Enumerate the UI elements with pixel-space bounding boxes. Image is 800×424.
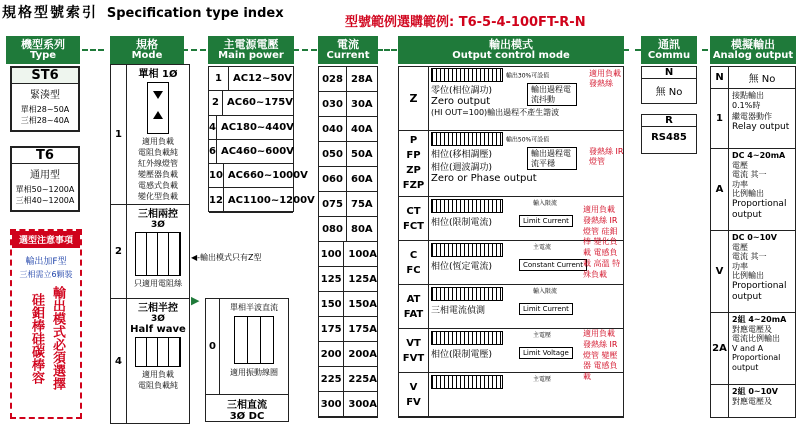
power-code: 6 (209, 140, 217, 163)
output-at-t1: 三相電流偵測 (431, 306, 486, 316)
analog-2v-l1: 2組 0~10V (732, 387, 778, 396)
current-header (318, 36, 378, 64)
mode-2-code: 2 (111, 205, 127, 298)
current-code: 125 (319, 267, 344, 291)
output-ct-t1: 相位(限制電流) (431, 218, 493, 228)
current-row (319, 167, 377, 192)
example-code: T6-5-4-100FT-R-N (458, 15, 586, 30)
current-value: 50A (351, 148, 373, 160)
analog-n-label: 無 No (748, 74, 776, 85)
power-value: AC60~175V (227, 97, 293, 109)
waveform-icon (431, 199, 503, 213)
mode-2-arrow-note (191, 252, 262, 263)
analog-a-l1: DC 4~20mA (732, 151, 786, 160)
power-code: 12 (209, 188, 224, 211)
current-row (319, 67, 377, 92)
analog-a-l7: output (732, 209, 762, 220)
thyristor-icon (147, 82, 169, 134)
page-title (2, 2, 284, 22)
analog-a-l4: 功率 (732, 179, 748, 189)
comm-r-label: RS485 (651, 132, 687, 143)
output-vt-c1: VT (406, 337, 421, 349)
mode-0-code: 0 (206, 299, 220, 394)
power-header-en: Main power (218, 49, 284, 61)
analog-2a-l4: V and A (732, 343, 764, 353)
current-row (319, 317, 377, 342)
p-load: 發熱絲 IR燈管 (589, 147, 624, 166)
analog-v-l6: Proportional (732, 280, 787, 291)
waveform-icon (431, 375, 503, 389)
current-code: 200 (319, 342, 344, 366)
current-value: 80A (351, 223, 373, 235)
mode-header-cn: 規格 (136, 38, 158, 51)
p-t2: 相位(週波調功) (431, 163, 493, 173)
current-value: 200A (348, 348, 377, 360)
t6-line2: 三相40~1200A (15, 196, 75, 205)
analog-header-cn: 模擬輸出 (731, 38, 775, 51)
t6-name: 通用型 (30, 170, 60, 181)
waveform-icon (431, 287, 503, 301)
analog-2a-l2: 對應電壓及 (732, 324, 772, 334)
analog-1-l4: Relay output (732, 122, 790, 133)
comm-header-cn: 通訊 (658, 38, 680, 51)
t6-code: T6 (12, 148, 78, 164)
current-code: 050 (319, 142, 347, 166)
power-header (208, 36, 294, 64)
output-c-c1: C (409, 249, 418, 261)
current-code: 080 (319, 217, 347, 241)
example-line (345, 11, 586, 30)
output-c-note: 主電流 (533, 244, 552, 251)
left-arrow-icon: ◀- (191, 253, 201, 262)
output-at-c2: FAT (403, 308, 424, 320)
analog-v-l2: 電壓 (732, 242, 748, 252)
analog-1-l3: 繼電器動作 (732, 111, 772, 121)
title-cn: 規格型號索引 (2, 5, 98, 21)
z-load: 適用負載 發熱絲 (589, 69, 621, 88)
half-wave-icon (135, 337, 181, 367)
mode-0-table (205, 298, 289, 422)
comm-r-code: R (642, 115, 696, 127)
notice-box (10, 229, 82, 419)
diode-icon (234, 316, 274, 364)
z-t2: Zero output (431, 96, 491, 107)
analog-v-l4: 功率 (732, 261, 748, 271)
analog-v-l1: DC 0~10V (732, 233, 777, 242)
current-row (319, 267, 377, 292)
type-header-cn: 機型系列 (21, 38, 65, 51)
current-code: 300 (319, 392, 344, 416)
current-row (319, 392, 377, 417)
analog-a-l2: 電壓 (732, 160, 748, 170)
z-box: 輸出過程電流抖動 (527, 83, 577, 106)
power-row (209, 140, 293, 164)
analog-table (710, 66, 796, 418)
output-table (398, 66, 624, 418)
mode-1-l3: 紅外線燈管 (138, 159, 178, 168)
output-ct-box: Limit Current (519, 215, 573, 227)
p-c3: ZP (406, 165, 421, 176)
mode-1-l4: 變壓器負載 (138, 170, 178, 179)
current-row (319, 367, 377, 392)
notice-line1: 輸出加F型 (25, 257, 67, 267)
analog-header-en: Analog output (712, 49, 794, 61)
analog-a-row (711, 149, 795, 231)
analog-v-row (711, 231, 795, 313)
mode-1-code: 1 (111, 65, 127, 204)
current-table (318, 66, 378, 418)
power-row (209, 67, 293, 91)
current-code: 175 (319, 317, 344, 341)
power-code: 1 (209, 67, 229, 90)
current-code: 030 (319, 92, 347, 116)
power-row (209, 116, 293, 140)
p-c4: FZP (402, 180, 425, 191)
current-value: 40A (351, 123, 373, 135)
output-c-t1: 相位(恆定電流) (431, 262, 493, 272)
comm-n-label: 無 No (655, 87, 683, 98)
analog-1-row (711, 89, 795, 149)
mode-1-l5: 電感式負載 (138, 181, 178, 190)
current-value: 175A (348, 323, 377, 335)
output-v-note: 主電壓 (533, 376, 552, 383)
waveform-icon (431, 243, 503, 257)
output-header-en: Output control mode (452, 49, 570, 61)
st6-name: 緊湊型 (30, 90, 60, 101)
current-code: 040 (319, 117, 347, 141)
current-header-cn: 電流 (337, 38, 359, 51)
comm-n-code: N (642, 67, 696, 79)
power-value: AC660~1000V (227, 170, 308, 182)
mode-4-en: Half wave (130, 324, 186, 335)
current-value: 60A (351, 173, 373, 185)
current-row (319, 242, 377, 267)
analog-a-l6: Proportional (732, 198, 787, 209)
analog-v-code: V (711, 231, 729, 312)
output-vt-note: 主電壓 (533, 332, 552, 339)
current-code: 075 (319, 192, 347, 216)
current-code: 060 (319, 167, 347, 191)
green-arrow-icon: ▶ (191, 294, 200, 307)
mode-4-code: 4 (111, 299, 127, 423)
power-code: 2 (209, 91, 223, 114)
output-vt-c2: FVT (402, 352, 425, 364)
output-vt-t1: 相位(限制電壓) (431, 350, 493, 360)
z-t1: 零位(相位調功) (431, 86, 493, 96)
p-c2: FP (406, 150, 421, 161)
st6-line2: 三相28~40A (20, 116, 70, 125)
current-code: 100 (319, 242, 344, 266)
analog-v-l7: output (732, 291, 762, 302)
output-header (398, 36, 624, 64)
mode-2-row (111, 205, 189, 299)
zero-cross-wave-icon (431, 68, 503, 82)
example-label: 型號範例選購範例: (345, 15, 455, 30)
notice-vertical-text: 硅鉬棒硅碳棒容 輸出模式必須選擇 (29, 286, 65, 390)
analog-1-l2: 0.1%時 (732, 101, 761, 111)
current-code: 150 (319, 292, 344, 316)
p-c1: P (409, 135, 418, 146)
comm-n-card (641, 66, 697, 104)
mode-0-title: 單相半波直流 (230, 303, 278, 312)
analog-header (710, 36, 796, 64)
mode-1-row (111, 65, 189, 205)
analog-1-l1: 接點輸出 (732, 91, 764, 100)
mode-2-arrow-text: 輸出模式只有Z型 (200, 253, 262, 262)
current-code: 225 (319, 367, 344, 391)
z-t3: (HI OUT=100)輸出過程不產生諧波 (431, 108, 560, 117)
analog-v-l5: 比例輸出 (732, 271, 764, 281)
type-st6-card (10, 66, 80, 132)
analog-a-code: A (711, 149, 729, 230)
mode-header (110, 36, 184, 64)
current-value: 150A (348, 298, 377, 310)
comm-header (641, 36, 697, 64)
output-at-box: Limit Current (519, 303, 573, 315)
current-row (319, 117, 377, 142)
analog-2v-l2: 對應電壓及 (732, 396, 772, 406)
z-wave-note: 輸出30%可設值 (505, 72, 550, 80)
current-row (319, 217, 377, 242)
output-header-cn: 輸出模式 (489, 38, 533, 51)
output-z-code: Z (399, 67, 429, 130)
current-row (319, 92, 377, 117)
current-value: 100A (348, 248, 377, 260)
mode-4-l1: 適用負載 (142, 370, 174, 379)
power-code: 10 (209, 164, 224, 187)
current-header-en: Current (326, 49, 370, 61)
current-value: 75A (351, 198, 373, 210)
power-row (209, 188, 315, 212)
analog-n-code: N (711, 67, 729, 88)
analog-n-row (711, 67, 795, 89)
analog-a-l3: 電流 其一 (732, 170, 767, 180)
output-z-row (399, 67, 623, 131)
analog-2a-code: 2A (711, 313, 729, 384)
p-wave-note: 輸出50%可設值 (505, 136, 550, 144)
st6-line1: 單相28~50A (20, 105, 70, 114)
mode-2-note: 只適用電阻絲 (134, 279, 182, 288)
power-value: AC180~440V (220, 121, 294, 133)
type-header-en: Type (29, 49, 57, 61)
power-row (209, 91, 293, 115)
power-value: AC460~600V (220, 146, 294, 158)
output-loads-right: 適用負載 發熱絲 IR燈管 硅鉬棒 變化負載 電感負載 高溫 特殊負載 (583, 205, 621, 279)
power-table (208, 66, 315, 212)
p-t1: 相位(移相調壓) (431, 150, 493, 160)
notice-title: 選型注意事項 (12, 231, 80, 248)
st6-code: ST6 (12, 68, 78, 84)
analog-v-l3: 電流 其一 (732, 252, 767, 262)
analog-2a-l1: 2組 4~20mA (732, 315, 787, 324)
output-v-c2: FV (406, 396, 421, 408)
mode-2-sub: 3Ø (151, 220, 165, 230)
power-value: AC1100~1200V (227, 194, 315, 206)
output-at-c1: AT (406, 293, 421, 305)
comm-header-en: Commu (647, 49, 691, 61)
output-v-c1: V (409, 381, 418, 393)
output-p-row (399, 131, 623, 197)
current-value: 28A (351, 73, 373, 85)
mode-1-l2: 電阻負載純 (138, 148, 178, 157)
current-value: 300A (348, 398, 377, 410)
analog-2a-l5: Proportional (732, 353, 781, 363)
type-t6-card (10, 146, 80, 212)
analog-1-code: 1 (711, 89, 729, 148)
mode-1-l6: 變化型負載 (138, 192, 178, 201)
phase-wave-icon (431, 132, 503, 146)
p-box: 輸出過程電流平穩 (527, 147, 577, 170)
type-header (6, 36, 80, 64)
mode-4-title: 三相半控 (138, 303, 178, 314)
power-header-cn: 主電源電壓 (223, 38, 279, 51)
output-at-note: 輸入限流 (533, 288, 558, 295)
comm-r-card (641, 114, 697, 154)
analog-a-l5: 比例輸出 (732, 189, 764, 199)
analog-2a-l3: 電流比例輸出 (732, 334, 780, 344)
title-en: Specification type index (106, 6, 284, 21)
t6-line1: 單相50~1200A (15, 185, 75, 194)
current-value: 30A (351, 98, 373, 110)
current-code: 028 (319, 67, 347, 91)
mode-4-row (111, 299, 189, 423)
current-row (319, 292, 377, 317)
analog-2a-l6: output (732, 362, 759, 372)
mode-0-note: 適用振動線圈 (230, 368, 278, 377)
analog-2v-row (711, 385, 795, 418)
mode-header-en: Mode (131, 49, 163, 61)
output-vt-box: Limit Voltage (519, 347, 573, 359)
current-value: 125A (348, 273, 377, 285)
analog-2a-row (711, 313, 795, 385)
output-ct-c2: FCT (403, 220, 424, 232)
output-c-c2: FC (406, 264, 421, 276)
three-phase-icon (135, 232, 181, 276)
mode-5-sub: 3Ø DC (229, 411, 265, 422)
output-loads-right2: 適用負載 發熱絲 IR燈管 變壓器 電感負載 (583, 329, 618, 382)
mode-4-sub: 3Ø (151, 314, 165, 324)
power-code: 4 (209, 116, 217, 139)
mode-1-l1: 適用負載 (142, 137, 174, 146)
output-ct-c1: CT (406, 205, 421, 217)
mode-4-l2: 電阻負載純 (138, 381, 178, 390)
waveform-icon (431, 331, 503, 345)
mode-table (110, 64, 190, 424)
output-at-row (399, 285, 623, 329)
current-row (319, 342, 377, 367)
mode-5-title: 三相直流 (227, 400, 267, 411)
notice-line2: 三相需立6顆裝 (19, 270, 73, 279)
power-row (209, 164, 308, 188)
current-value: 225A (348, 373, 377, 385)
output-c-box: Constant Current (519, 259, 587, 271)
output-ct-note: 輸入限流 (533, 200, 558, 207)
current-row (319, 192, 377, 217)
power-value: AC12~50V (233, 73, 293, 85)
p-t3: Zero or Phase output (431, 173, 537, 184)
mode-0-row (206, 299, 288, 395)
mode-2-title: 三相兩控 (138, 209, 178, 220)
current-row (319, 142, 377, 167)
mode-1-title: 單相 1Ø (138, 69, 178, 80)
